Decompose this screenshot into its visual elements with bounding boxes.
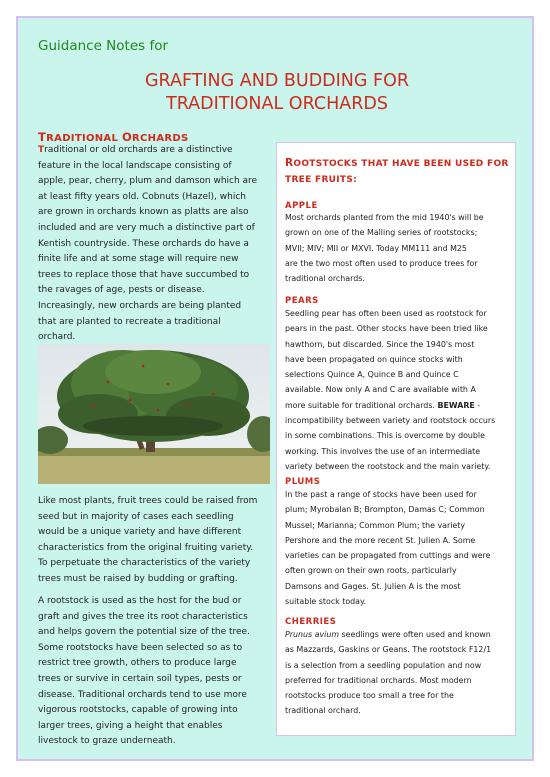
apple-text xyxy=(285,210,511,286)
latin-name: Prunus avium xyxy=(285,630,340,639)
text-line: more suitable for traditional orchards. xyxy=(285,400,435,410)
text-line: working. This involves the use of an intermediate xyxy=(285,446,481,456)
text-line: seed but in majority of cases each seedling xyxy=(38,511,234,522)
heading-part: RADITIONAL xyxy=(46,133,122,144)
orchard-tree-photo xyxy=(38,344,270,484)
guidance-label: Guidance Notes for xyxy=(38,38,169,54)
text-line: the ravages of age, pests or disease. xyxy=(38,285,205,296)
text-line: graft and gives the tree its root characteristics xyxy=(38,611,248,622)
text-line: Increasingly, new orchards are being planted xyxy=(38,300,242,311)
text-line: variety between the rootstock and the main variety. xyxy=(285,461,491,471)
rootstocks-box xyxy=(276,142,516,736)
text-line: seedlings were often used and known xyxy=(339,630,491,639)
text-line: are grown in orchards known as platts are also xyxy=(38,207,249,218)
text-line: In the past a range of stocks have been used for xyxy=(285,490,477,499)
text-line: pears in the past. Other stocks have been tried like xyxy=(285,324,488,334)
cherries-heading: CHERRIES xyxy=(285,617,337,627)
text-line: Mussel; Marianna; Common Plum; the variety xyxy=(285,520,466,530)
seed-paragraph xyxy=(38,494,270,588)
text-line: finite life and at some stage will require new xyxy=(38,254,239,265)
text-line: Pershore and the more recent St. Julien A. Some xyxy=(285,535,476,545)
text-line: as Mazzards, Gaskins or Geans. The rootstock F12/1 xyxy=(285,645,492,655)
text-line: trees or survive in certain soil types, pests or xyxy=(38,673,242,684)
text-line: in some combinations. This is overcome by double xyxy=(285,431,485,441)
text-line: that are planted to recreate a traditional xyxy=(38,316,221,327)
text-line: vigorous rootstocks, capable of growing into xyxy=(38,705,238,716)
text-line: incompatibility between variety and rootstock occurs xyxy=(285,416,496,426)
text-line: characteristics from the original fruiting variety. xyxy=(38,542,254,553)
title-line-1: GRAFTING AND BUDDING FOR xyxy=(144,71,410,91)
text-line: traditional orchard. xyxy=(285,706,361,716)
heading-initial: T xyxy=(38,130,47,144)
text-line: larger trees, giving a height that enables xyxy=(38,720,223,731)
text-line: orchard. xyxy=(38,332,76,343)
apple-heading: APPLE xyxy=(285,201,318,211)
text-line: Like most plants, fruit trees could be raised from xyxy=(38,496,258,506)
section-heading-traditional-orchards xyxy=(38,130,188,144)
cherries-text xyxy=(285,627,511,719)
text-line: trees to replace those that have succumbed to xyxy=(38,269,250,280)
text-line: available. Now only A and C are available with A xyxy=(285,385,476,395)
text-line: grown on one of the Malling series of rootstocks; xyxy=(285,228,478,238)
heading-part-2: RCHARDS xyxy=(132,133,189,144)
intro-paragraph xyxy=(38,143,270,346)
plums-text xyxy=(285,487,511,609)
heading-part: OOTSTOCKS THAT HAVE BEEN USED FOR xyxy=(293,159,509,169)
text-line: restrict tree growth, others to produce large xyxy=(38,658,237,669)
heading-initial-2: O xyxy=(121,130,133,144)
text-line: are the two most often used to produce trees for xyxy=(285,258,478,268)
text-line: Some rootstocks have been selected so as to xyxy=(38,642,243,653)
title-line-2: TRADITIONAL ORCHARDS xyxy=(166,94,388,114)
text-line: selections Quince A, Quince B and Quince C xyxy=(285,370,459,380)
text-line: at least fifty years old. Cobnuts (Hazel), which xyxy=(38,191,246,202)
intro-initial: T xyxy=(38,145,45,155)
pears-heading: PEARS xyxy=(285,296,319,306)
text-line: disease. Traditional orchards tend to use more xyxy=(38,689,247,700)
rootstocks-heading xyxy=(285,155,509,188)
text-line: Most orchards planted from the mid 1940's will be xyxy=(285,213,484,222)
text-line: - xyxy=(474,400,481,410)
text-line: would be a unique variety and have different xyxy=(38,527,242,538)
text-line: Seedling pear has often been used as rootstock for xyxy=(285,309,487,318)
pears-text xyxy=(285,306,511,474)
heading-initial: R xyxy=(285,157,294,169)
text-line: Damsons and Gages. St. Julien A is the most xyxy=(285,581,461,591)
text-line: Kentish countryside. These orchards do have a xyxy=(38,238,249,249)
text-line: To perpetuate the characteristics of the variety xyxy=(38,558,251,569)
text-line: livestock to graze underneath. xyxy=(38,736,176,747)
text-line: apple, pear, cherry, plum and damson which are xyxy=(38,176,258,187)
text-line: feature in the local landscape consisting of xyxy=(38,160,232,171)
text-line: raditional or old orchards are a distinctive xyxy=(44,145,233,155)
heading-part-2: TREE FRUITS: xyxy=(285,175,358,185)
text-line: trees must be raised by budding or grafting. xyxy=(38,573,238,584)
text-line: have been propagated on quince stocks with xyxy=(285,354,463,364)
beware-label: BEWARE xyxy=(437,400,475,410)
text-line: varieties can be propagated from cuttings and were xyxy=(285,551,491,561)
text-line: is a selection from a seedling population and now xyxy=(285,660,482,670)
text-line: and helps govern the potential size of the tree. xyxy=(38,627,250,638)
page-title xyxy=(18,70,536,116)
text-line: often grown on their own roots, particularly xyxy=(285,566,457,576)
text-line: A rootstock is used as the host for the bud or xyxy=(38,596,242,606)
rootstock-paragraph xyxy=(38,594,270,750)
text-line: traditional orchards. xyxy=(285,274,365,284)
text-line: included and are very much a distinctive part of xyxy=(38,222,255,233)
plums-heading: PLUMS xyxy=(285,477,321,487)
text-line: rootstocks produce too small a tree for the xyxy=(285,691,454,701)
text-line: hawthorn, but discarded. Since the 1940's most xyxy=(285,339,475,349)
text-line: MVII; MIV; MII or MXVI. Today MM111 and M25 xyxy=(285,243,467,253)
text-line: preferred for traditional orchards. Most modern xyxy=(285,675,472,685)
text-line: suitable stock today. xyxy=(285,597,367,607)
page-panel xyxy=(16,16,534,761)
text-line: plum; Myrobalan B; Brompton, Damas C; Common xyxy=(285,505,485,515)
